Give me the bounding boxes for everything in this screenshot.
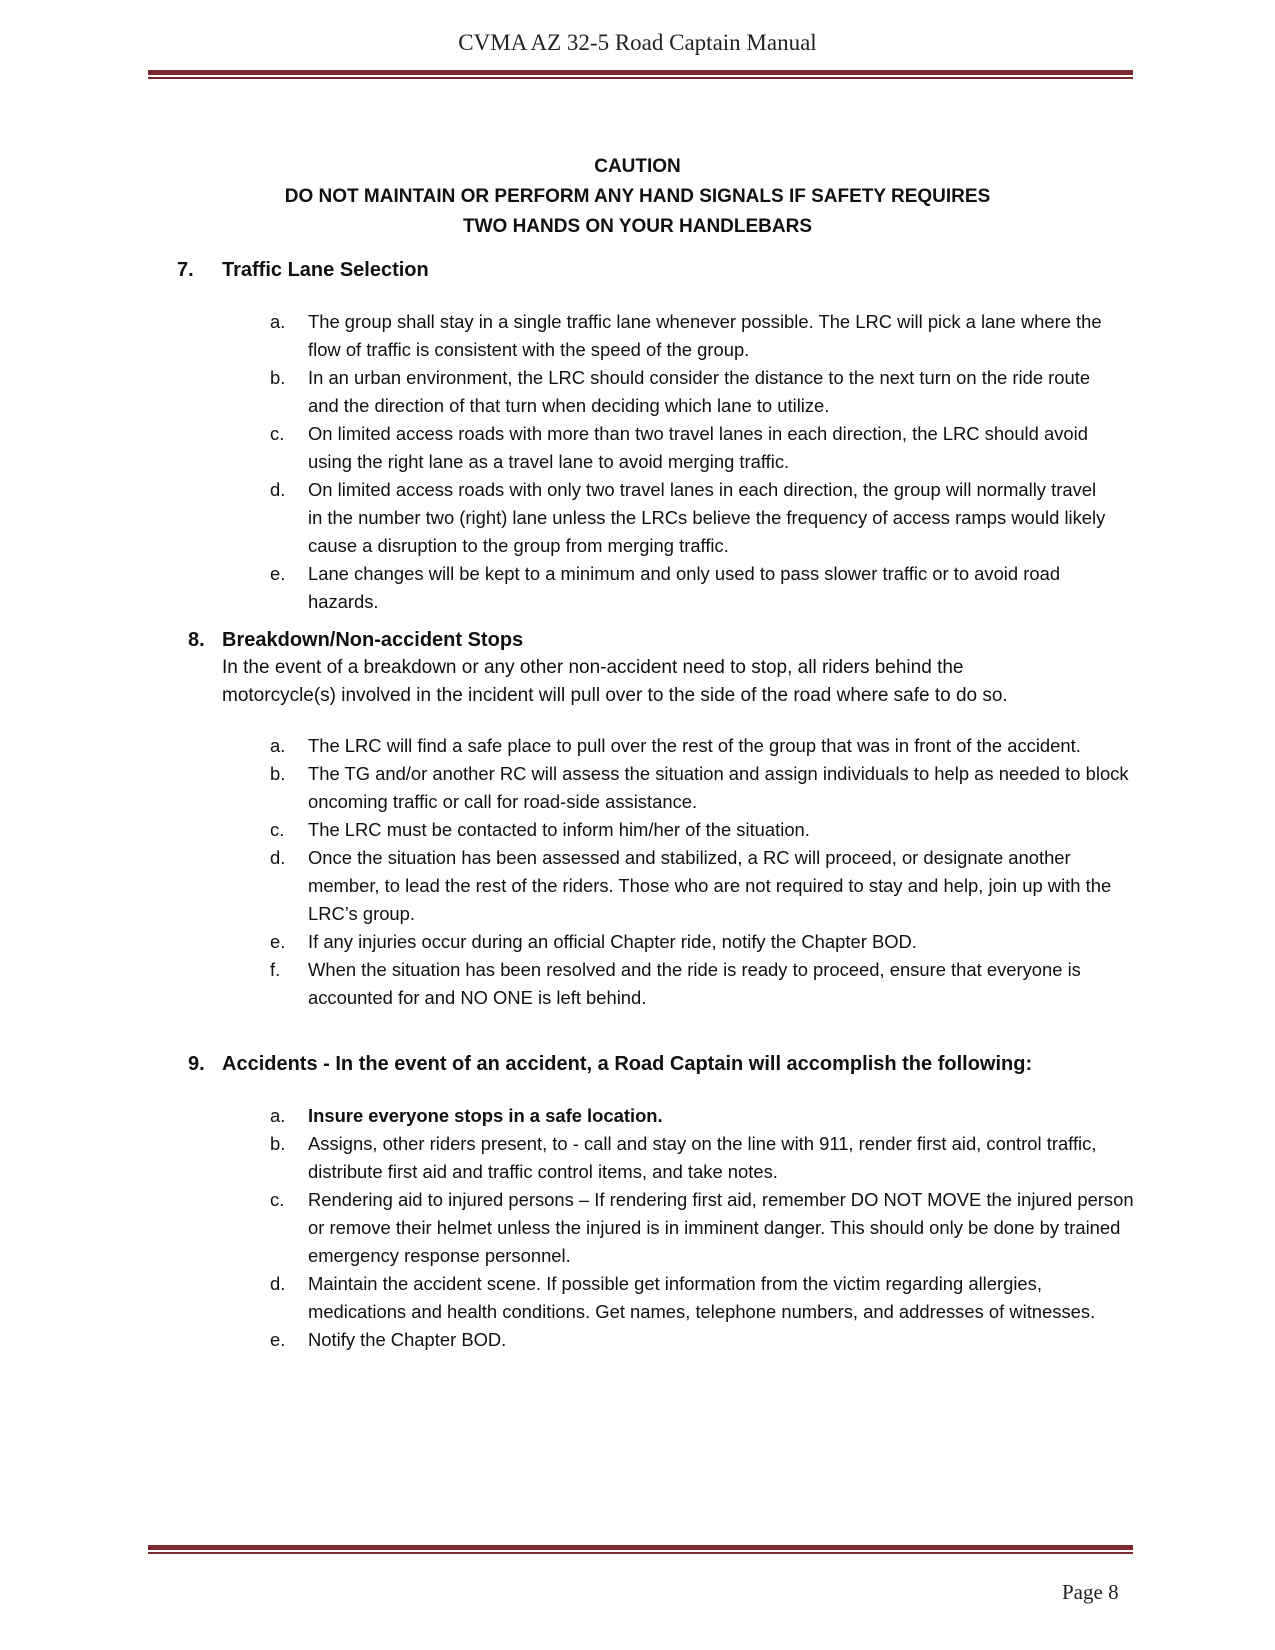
- section-7-list: [270, 308, 1110, 616]
- section-traffic-lane-selection: [0, 256, 1275, 612]
- section-number: 7.: [177, 259, 194, 281]
- section-title: Accidents - In the event of an accident, a Road Captain will accomplish the following:: [222, 1053, 1033, 1075]
- page-number: Page 8: [1062, 1580, 1119, 1604]
- list-item: d. Maintain the accident scene. If possible get information from the victim regarding allergies, medications and health conditions. Get names, telephone numbers, and addresses of witnesses.: [270, 1273, 1096, 1322]
- list-item: e. If any injuries occur during an official Chapter ride, notify the Chapter BOD.: [270, 931, 917, 952]
- footer-rule: [148, 1545, 1133, 1554]
- list-item: c. Rendering aid to injured persons – If rendering first aid, remember DO NOT MOVE the injured person or remove their helmet unless the injured is in imminent danger. This should only be done by trained emergency response personnel.: [270, 1189, 1134, 1266]
- list-item: a. The group shall stay in a single traffic lane whenever possible. The LRC will pick a lane where the flow of traffic is consistent with the speed of the group.: [270, 311, 1102, 360]
- list-item: d. On limited access roads with only two travel lanes in each direction, the group will normally travel in the number two (right) lane unless the LRCs believe the frequency of access ramps would likely cause a disruption to the group from merging traffic.: [270, 479, 1106, 556]
- section-9-list: [270, 1102, 1140, 1354]
- list-item: c. On limited access roads with more than two travel lanes in each direction, the LRC should avoid using the right lane as a travel lane to avoid merging traffic.: [270, 423, 1088, 472]
- list-item: f. When the situation has been resolved and the ride is ready to proceed, ensure that everyone is accounted for and NO ONE is left behind.: [270, 959, 1081, 1008]
- section-8-list: [270, 732, 1140, 1012]
- caution-block: [0, 152, 1275, 242]
- list-item: b. In an urban environment, the LRC should consider the distance to the next turn on the ride route and the direction of that turn when deciding which lane to utilize.: [270, 367, 1091, 416]
- caution-line-2: TWO HANDS ON YOUR HANDLEBARS: [462, 216, 813, 237]
- list-item: b. The TG and/or another RC will assess the situation and assign individuals to help as needed to block oncoming traffic or call for road-side assistance.: [270, 763, 1129, 812]
- caution-heading: CAUTION: [594, 156, 681, 177]
- section-number: 8.: [188, 629, 205, 651]
- list-item: d. Once the situation has been assessed and stabilized, a RC will proceed, or designate another member, to lead the rest of the riders. Those who are not required to stay and help, join up with the LRC’s group.: [270, 847, 1112, 924]
- section-number: 9.: [188, 1053, 205, 1075]
- section-intro: In the event of a breakdown or any other non-accident need to stop, all riders behind the motorcycle(s) involved in the incident will pull over to the side of the road where safe to do so.: [222, 657, 1008, 706]
- section-breakdown-stops: [0, 626, 1275, 1008]
- section-accidents: [0, 1050, 1275, 1350]
- header-rule: [148, 70, 1133, 79]
- list-item: e. Notify the Chapter BOD.: [270, 1329, 507, 1350]
- list-item: a. The LRC will find a safe place to pull over the rest of the group that was in front of the accident.: [270, 735, 1081, 756]
- section-title: Breakdown/Non-accident Stops: [222, 629, 524, 651]
- list-item: e. Lane changes will be kept to a minimum and only used to pass slower traffic or to avoid road hazards.: [270, 563, 1061, 612]
- section-title: Traffic Lane Selection: [222, 259, 429, 281]
- list-item: b. Assigns, other riders present, to - call and stay on the line with 911, render first aid, control traffic, distribute first aid and traffic control items, and take notes.: [270, 1133, 1097, 1182]
- list-item: c. The LRC must be contacted to inform him/her of the situation.: [270, 819, 810, 840]
- list-item: a. Insure everyone stops in a safe location.: [270, 1105, 663, 1126]
- caution-line-1: DO NOT MAINTAIN OR PERFORM ANY HAND SIGNALS IF SAFETY REQUIRES: [284, 186, 991, 207]
- header-title: CVMA AZ 32-5 Road Captain Manual: [458, 30, 817, 55]
